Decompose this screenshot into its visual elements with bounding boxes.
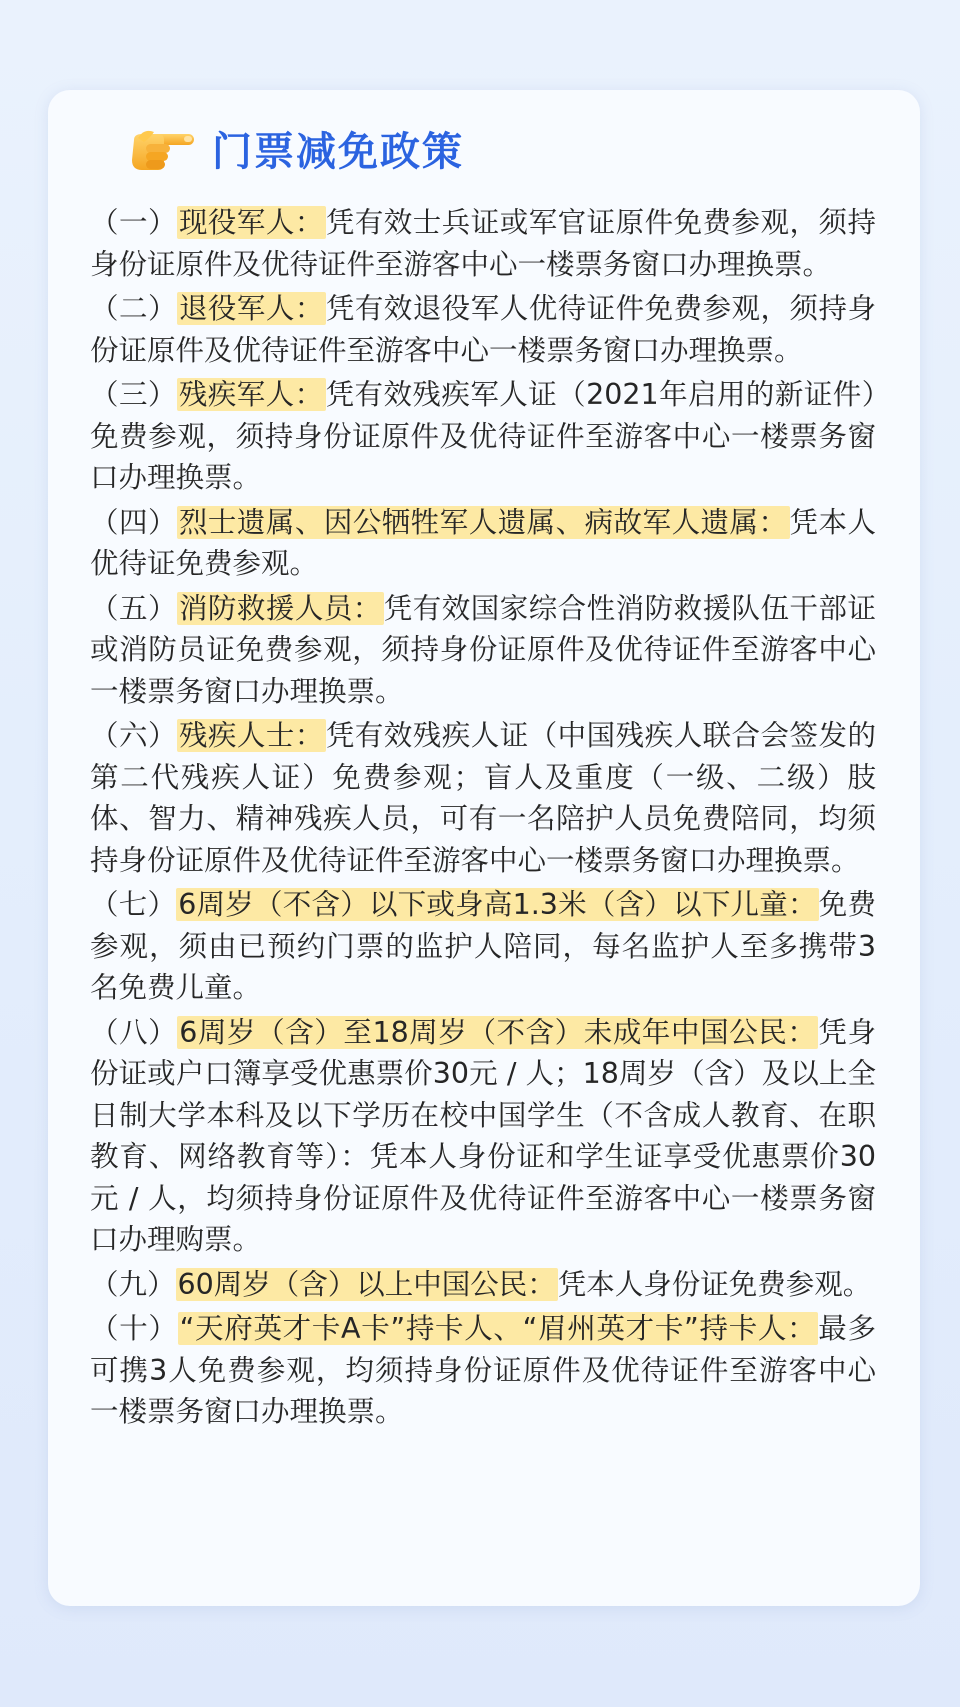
item-number: （二） [90,292,177,325]
policy-item-2 [90,288,876,371]
item-category: 残疾人士： [178,719,324,752]
item-category: 烈士遗属、因公牺牲军人遗属、病故军人遗属： [178,505,788,539]
policy-list [90,202,876,1433]
item-number: （六） [90,719,177,752]
item-text: 凭有效士兵证或军官证原件免费参观，须持身份证原件及优待证件至游客中心一楼票务窗口办理换票。 [90,206,876,281]
item-text: 凭有效国家综合性消防救援队伍干部证或消防员证免费参观，须持身份证原件及优待证件至游客中心一楼票务窗口办理换票。 [90,591,876,708]
item-number: （四） [90,505,177,539]
item-text: 凭本人身份证免费参观。 [557,1267,872,1301]
item-category: 60周岁（含）以上中国公民： [177,1267,556,1301]
policy-card [48,90,920,1606]
pointing-hand-icon [128,122,198,174]
item-category: 消防救援人员： [178,591,382,625]
item-text: 最多可携3人免费参观，均须持身份证原件及优待证件至游客中心一楼票务窗口办理换票。 [90,1312,876,1428]
item-number: （一） [90,206,177,239]
policy-item-6 [90,715,876,881]
item-category: 现役军人： [178,206,324,239]
policy-item-9 [90,1264,876,1306]
item-number: （十） [90,1312,178,1345]
item-text: 凭有效残疾军人证（2021年启用的新证件）免费参观，须持身份证原件及优待证件至游客中心一楼票务窗口办理换票。 [90,378,876,494]
item-number: （七） [90,888,177,921]
item-number: （三） [90,378,177,411]
item-number: （五） [90,591,177,625]
item-number: （九） [90,1267,176,1301]
policy-item-10 [90,1308,876,1433]
item-number: （八） [90,1015,178,1049]
item-category: “天府英才卡A卡”持卡人、“眉州英才卡”持卡人： [179,1312,817,1345]
item-text: 凭本人优待证免费参观。 [90,505,876,580]
item-text: 凭身份证或户口簿享受优惠票价30元 / 人；18周岁（含）及以上全日制大学本科及以下学历在校中国学生（不含成人教育、在职教育、网络教育等）：凭本人身份证和学生证享受优惠票价30元 / 人，均须持身份证原件及优待证件至游客中心一楼票务窗口办理购票。 [90,1015,876,1256]
policy-item-1 [90,202,876,285]
item-text: 凭有效退役军人优待证件免费参观，须持身份证原件及优待证件至游客中心一楼票务窗口办理换票。 [90,292,876,367]
policy-item-5 [90,588,876,713]
page-title: 门票减免政策 [212,128,464,175]
item-text: 免费参观，须由已预约门票的监护人陪同，每名监护人至多携带3名免费儿童。 [90,888,876,1004]
policy-item-4 [90,502,876,585]
item-category: 6周岁（含）至18周岁（不含）未成年中国公民： [179,1015,817,1049]
card-header [128,112,876,184]
policy-item-7 [90,884,876,1009]
policy-item-3 [90,374,876,499]
policy-item-8 [90,1012,876,1261]
item-category: 退役军人： [178,292,324,325]
item-category: 6周岁（不含）以下或身高1.3米（含）以下儿童： [178,888,817,921]
item-category: 残疾军人： [178,378,324,411]
item-text: 凭有效残疾人证（中国残疾人联合会签发的第二代残疾人证）免费参观；盲人及重度（一级、二级）肢体、智力、精神残疾人员，可有一名陪护人员免费陪同，均须持身份证原件及优待证件至游客中心一楼票务窗口办理换票。 [90,719,876,877]
